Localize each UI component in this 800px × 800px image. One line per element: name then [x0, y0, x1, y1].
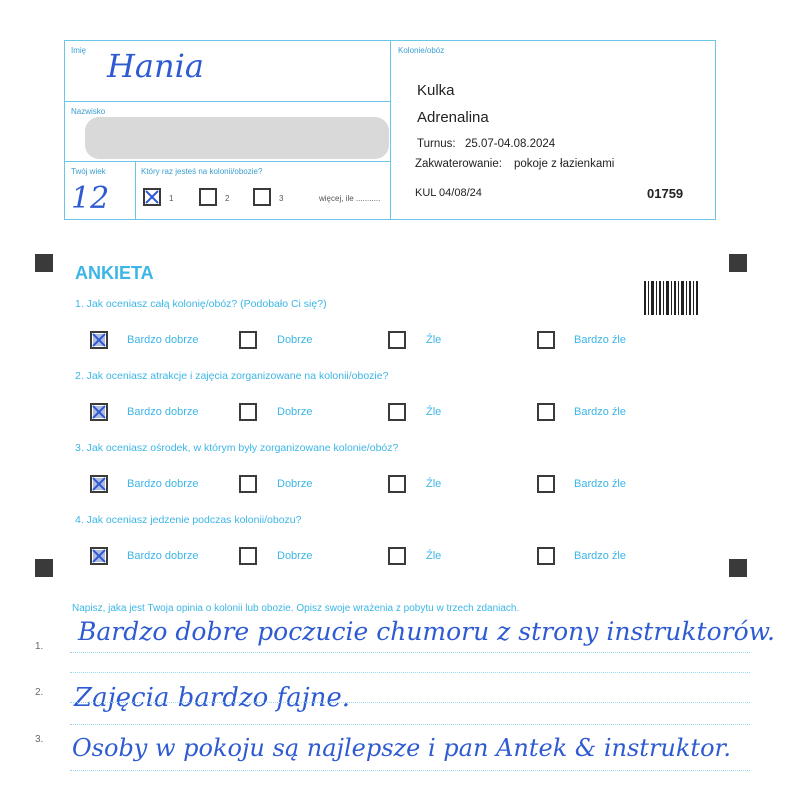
opinion-dotline-2a	[70, 702, 750, 703]
q3-option-bardzo-dobrze: Bardzo dobrze	[127, 478, 199, 490]
q4-option-zle: Źle	[426, 550, 442, 562]
check-x-icon	[145, 190, 159, 204]
registration-mark-bl	[35, 559, 53, 577]
opinion-dotline-2b	[70, 724, 750, 725]
camp-name-1: Kulka	[417, 82, 455, 99]
name-label: Imię	[71, 46, 87, 55]
q3-checkbox-dobrze[interactable]	[239, 475, 257, 493]
q1-checkbox-bardzo-dobrze[interactable]	[90, 331, 108, 349]
opinion-dotline-1a	[70, 652, 750, 653]
camp-label: Kolonie/obóz	[398, 46, 445, 55]
camp-name-2: Adrenalina	[417, 109, 489, 126]
times-option-more: więcej, ile ...........	[319, 194, 381, 203]
opinion-line-number-2: 2.	[35, 687, 44, 698]
q1-option-bardzo-dobrze: Bardzo dobrze	[127, 334, 199, 346]
q2-option-bardzo-zle: Bardzo źle	[574, 406, 626, 418]
opinion-line-number-3: 3.	[35, 734, 44, 745]
check-x-icon	[92, 333, 106, 347]
question-3: 3. Jak oceniasz ośrodek, w którym były zorganizowane kolonie/obóz?	[75, 442, 399, 454]
q3-checkbox-bardzo-zle[interactable]	[537, 475, 555, 493]
q4-checkbox-dobrze[interactable]	[239, 547, 257, 565]
opinion-line-number-1: 1.	[35, 641, 44, 652]
question-4: 4. Jak oceniasz jedzenie podczas kolonii/obozu?	[75, 514, 302, 526]
q3-option-dobrze: Dobrze	[277, 478, 313, 490]
q3-option-zle: Źle	[426, 478, 442, 490]
q1-checkbox-bardzo-zle[interactable]	[537, 331, 555, 349]
q1-checkbox-zle[interactable]	[388, 331, 406, 349]
accom-value: pokoje z łazienkami	[514, 158, 615, 170]
header-form	[64, 40, 716, 220]
times-label: Który raz jesteś na kolonii/obozie?	[141, 167, 263, 176]
times-checkbox-1[interactable]	[143, 188, 161, 206]
check-x-icon	[92, 405, 106, 419]
q2-option-bardzo-dobrze: Bardzo dobrze	[127, 406, 199, 418]
question-2: 2. Jak oceniasz atrakcje i zajęcia zorganizowane na kolonii/obozie?	[75, 370, 389, 382]
times-checkbox-3[interactable]	[253, 188, 271, 206]
q1-checkbox-dobrze[interactable]	[239, 331, 257, 349]
q4-option-bardzo-dobrze: Bardzo dobrze	[127, 550, 199, 562]
q4-option-dobrze: Dobrze	[277, 550, 313, 562]
q2-option-zle: Źle	[426, 406, 442, 418]
q2-checkbox-bardzo-zle[interactable]	[537, 403, 555, 421]
registration-mark-tl	[35, 254, 53, 272]
q2-checkbox-dobrze[interactable]	[239, 403, 257, 421]
name-value: Hania	[107, 47, 204, 85]
opinion-dotline-1b	[70, 672, 750, 673]
opinion-line-1: Bardzo dobre poczucie chumoru z strony instruktorów.	[78, 617, 775, 646]
age-divider	[135, 161, 136, 219]
q1-option-dobrze: Dobrze	[277, 334, 313, 346]
check-x-icon	[92, 549, 106, 563]
camp-code: KUL 04/08/24	[415, 187, 482, 199]
age-value: 12	[71, 181, 110, 216]
q4-checkbox-zle[interactable]	[388, 547, 406, 565]
header-divider	[390, 41, 391, 219]
opinion-prompt: Napisz, jaka jest Twoja opinia o kolonii lub obozie. Opisz swoje wrażenia z pobytu w trzech zdaniach.	[72, 603, 520, 614]
surname-divider	[65, 161, 390, 162]
surname-label: Nazwisko	[71, 107, 106, 116]
q1-option-zle: Źle	[426, 334, 442, 346]
q4-option-bardzo-zle: Bardzo źle	[574, 550, 626, 562]
q2-option-dobrze: Dobrze	[277, 406, 313, 418]
turnus-label: Turnus:	[417, 138, 456, 150]
name-divider	[65, 101, 390, 102]
q3-checkbox-zle[interactable]	[388, 475, 406, 493]
registration-mark-tr	[729, 254, 747, 272]
times-checkbox-2[interactable]	[199, 188, 217, 206]
times-option-1: 1	[169, 194, 174, 203]
question-1: 1. Jak oceniasz całą kolonię/obóz? (Podobało Ci się?)	[75, 298, 327, 310]
turnus-value: 25.07-04.08.2024	[465, 138, 556, 150]
q2-checkbox-bardzo-dobrze[interactable]	[90, 403, 108, 421]
opinion-line-3: Osoby w pokoju są najlepsze i pan Antek & instruktor.	[72, 734, 731, 762]
q4-checkbox-bardzo-dobrze[interactable]	[90, 547, 108, 565]
q3-checkbox-bardzo-dobrze[interactable]	[90, 475, 108, 493]
times-option-2: 2	[225, 194, 230, 203]
opinion-line-2: Zajęcia bardzo fajne.	[74, 683, 351, 713]
accom-label: Zakwaterowanie:	[415, 158, 502, 170]
q3-option-bardzo-zle: Bardzo źle	[574, 478, 626, 490]
check-x-icon	[92, 477, 106, 491]
barcode	[644, 281, 698, 315]
q4-checkbox-bardzo-zle[interactable]	[537, 547, 555, 565]
form-number: 01759	[647, 186, 684, 201]
q1-option-bardzo-zle: Bardzo źle	[574, 334, 626, 346]
barcode-icon	[644, 281, 698, 315]
survey-title: ANKIETA	[75, 263, 154, 283]
opinion-dotline-3a	[70, 770, 750, 771]
surname-redaction	[85, 117, 389, 159]
times-option-3: 3	[279, 194, 284, 203]
registration-mark-br	[729, 559, 747, 577]
age-label: Twój wiek	[71, 167, 106, 176]
q2-checkbox-zle[interactable]	[388, 403, 406, 421]
